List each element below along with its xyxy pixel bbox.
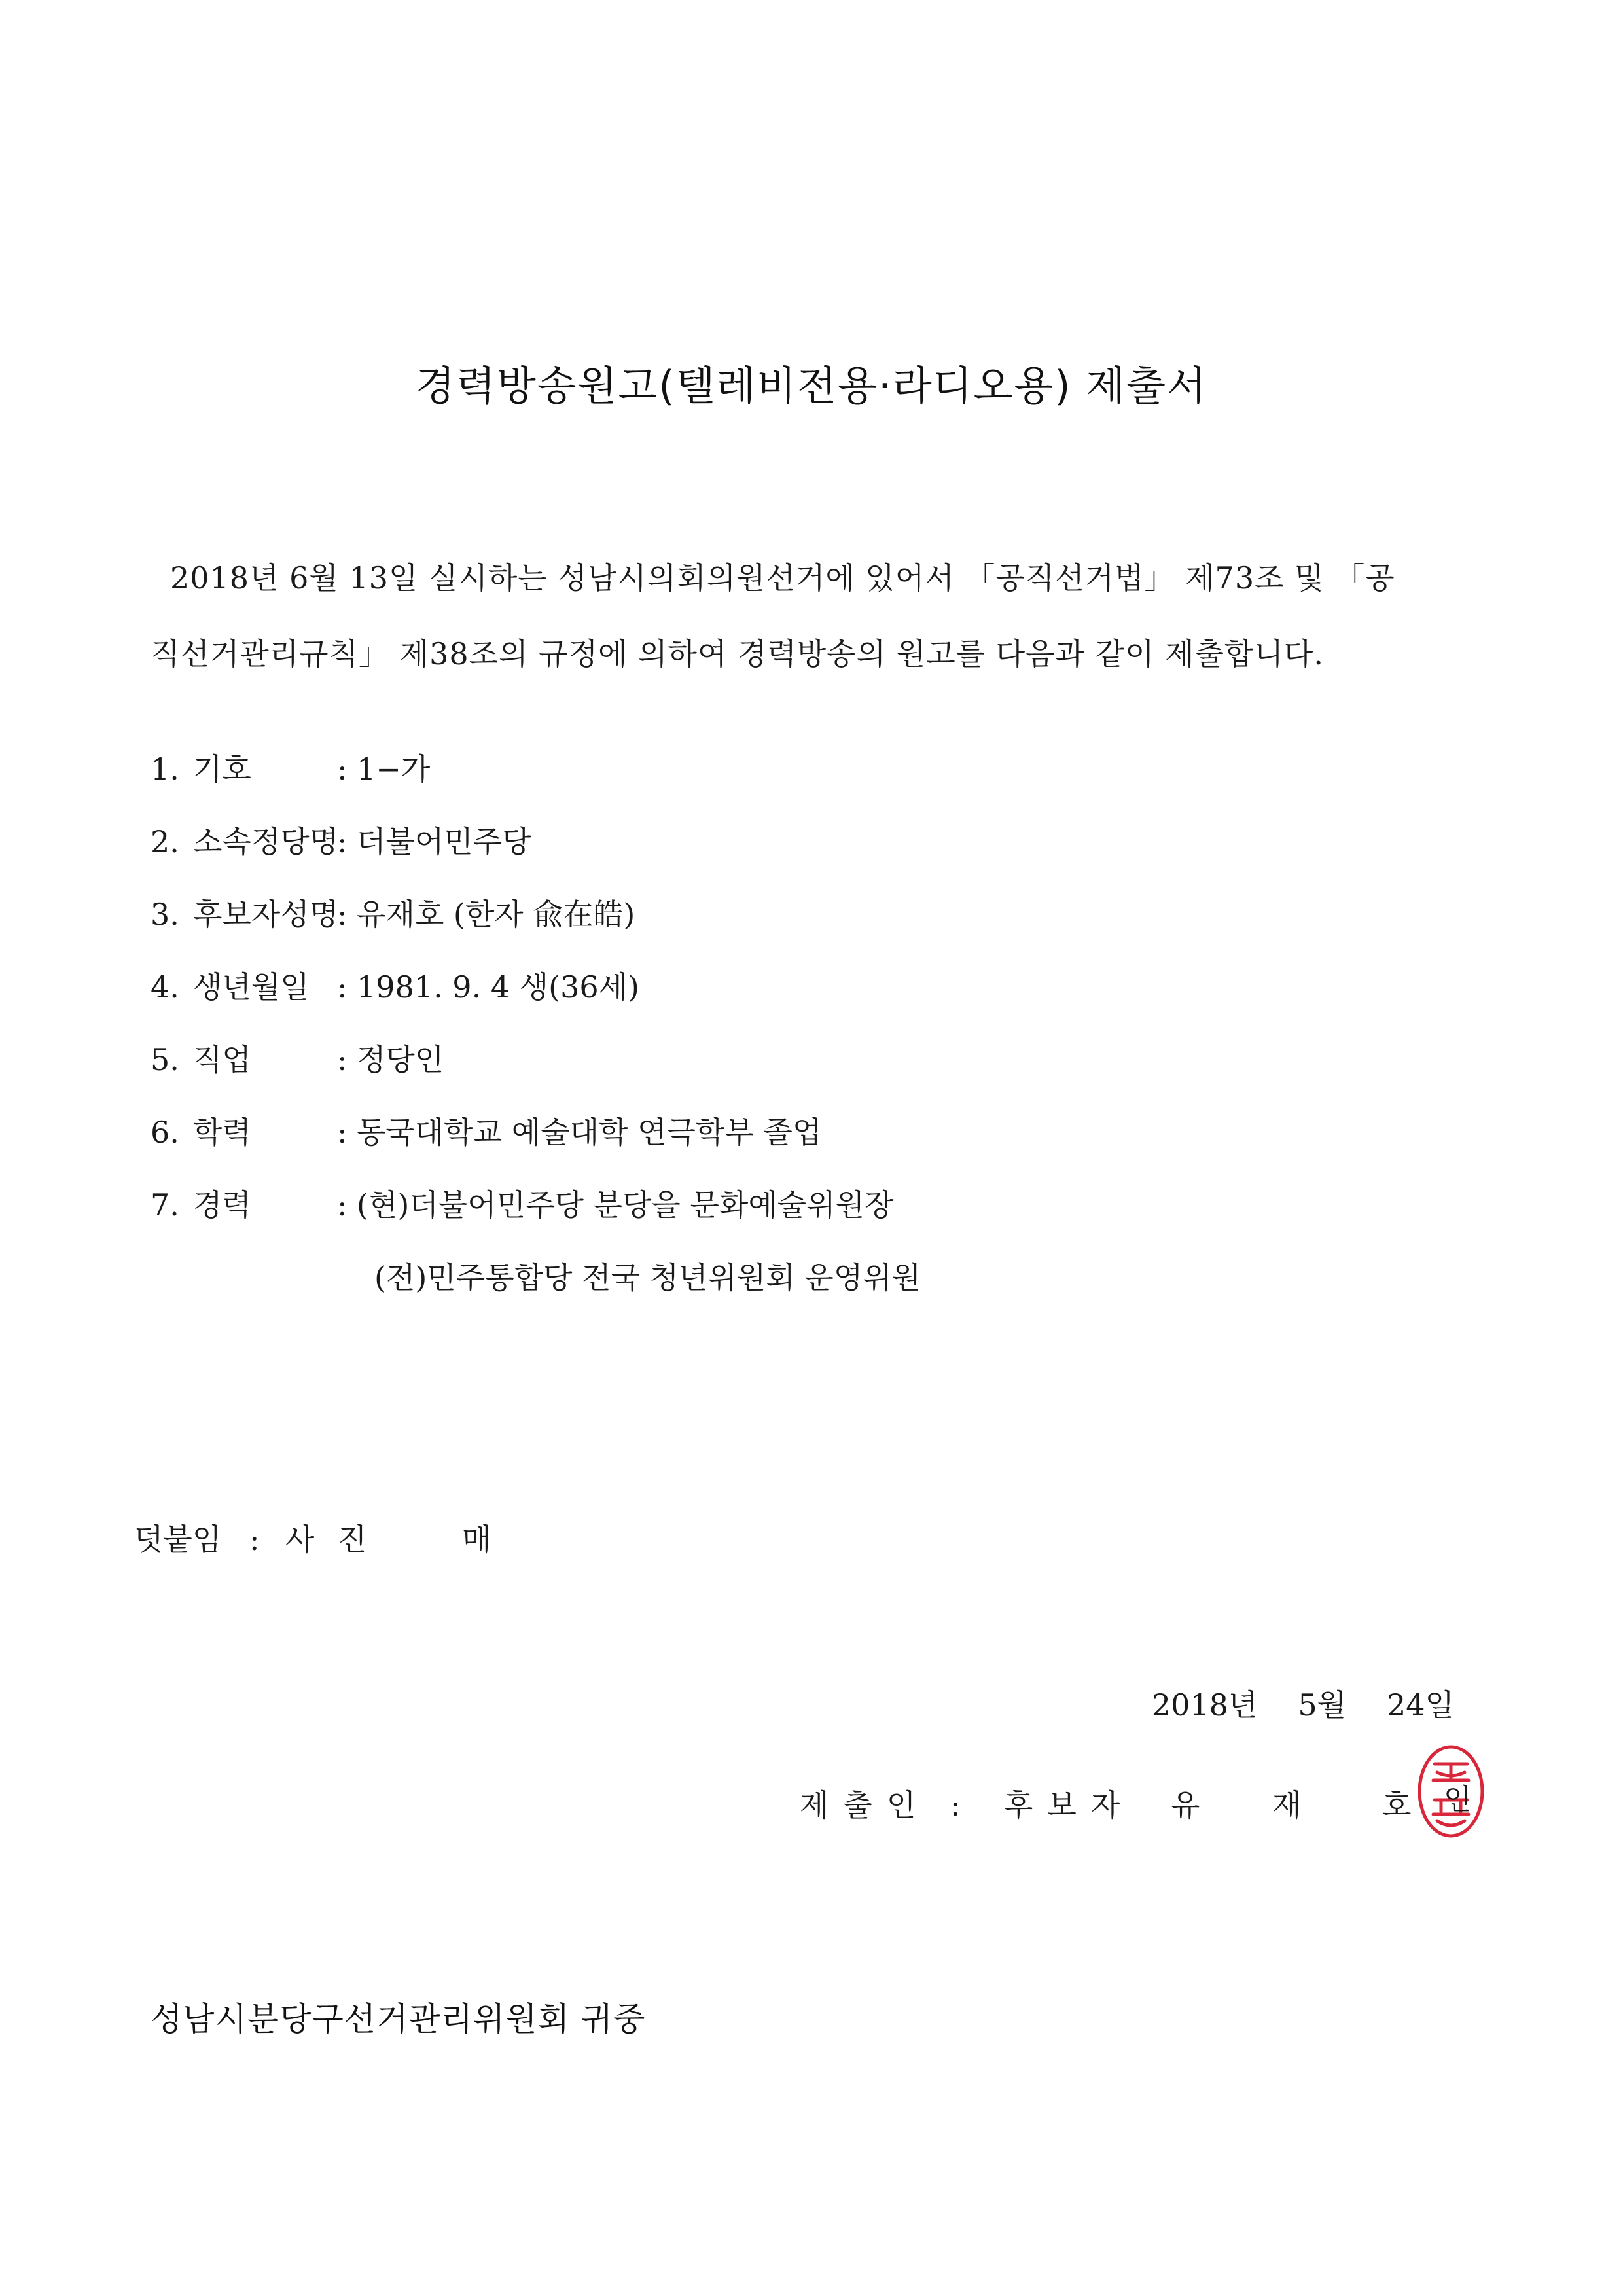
date-year: 2018년: [1151, 1687, 1258, 1723]
document-title: 경력방송원고(텔레비전용·라디오용) 제출서: [416, 362, 1207, 410]
item-label: 직업: [193, 1042, 251, 1077]
submitter-name-3: 호: [1382, 1787, 1412, 1823]
item-value: 1−가: [357, 751, 431, 787]
item-value: 1981. 9. 4 생(36세): [357, 969, 640, 1005]
item-colon: :: [337, 1115, 348, 1150]
list-item: [151, 1024, 1394, 1096]
item-value: 유재호 (한자 兪在皓): [357, 897, 635, 932]
item-label: 기호: [193, 751, 251, 787]
list-item: [151, 878, 1394, 951]
attachment-word-1: 사: [285, 1522, 315, 1557]
submitter-line: [800, 1779, 1421, 1831]
red-seal-stamp: [1415, 1741, 1487, 1842]
date-month: 5월: [1298, 1687, 1347, 1723]
item-value: 동국대학교 예술대학 연극학부 졸업: [357, 1115, 822, 1150]
item-label: 학력: [193, 1115, 251, 1150]
item-value: 정당인: [357, 1042, 444, 1077]
item-number: 4.: [151, 969, 179, 1005]
submitter-label: 제출인: [800, 1787, 931, 1823]
item-label: 경력: [193, 1187, 251, 1223]
list-item: [151, 951, 1394, 1024]
item-colon: :: [337, 897, 348, 932]
item-value: 더불어민주당: [357, 824, 531, 859]
item-value: (현)더불어민주당 분당을 문화예술위원장: [357, 1187, 894, 1223]
list-item: [151, 1096, 1394, 1169]
intro-line-1: 2018년 6월 13일 실시하는 성남시의회의원선거에 있어서 「공직선거법」 제73조 및 「공: [170, 560, 1395, 596]
item-label: 후보자성명: [193, 897, 339, 932]
item-number: 2.: [151, 824, 179, 859]
item-colon: :: [337, 824, 348, 859]
item-label: 생년월일: [193, 969, 310, 1005]
career-continuation: [151, 1242, 1394, 1314]
item-number: 1.: [151, 751, 179, 787]
recipient-line: 성남시분당구선거관리위원회 귀중: [151, 2000, 646, 2038]
submitter-name-1: 유: [1171, 1787, 1200, 1823]
career-extra-value: (전)민주통합당 전국 청년위원회 운영위원: [374, 1260, 921, 1295]
list-item: [151, 1169, 1394, 1242]
list-item: [151, 733, 1394, 806]
submission-date: [1152, 1679, 1454, 1731]
intro-paragraph: [151, 540, 1479, 692]
date-day: 24일: [1387, 1687, 1454, 1723]
intro-line-2: 직선거관리규칙」 제38조의 규정에 의하여 경력방송의 원고를 다음과 같이 제출합니다.: [151, 636, 1324, 672]
item-number: 6.: [151, 1115, 179, 1150]
attachment-separator: :: [249, 1522, 260, 1557]
seal-glyph-top: [1433, 1764, 1469, 1780]
submitter-role: 후보자: [1004, 1787, 1135, 1823]
submitter-separator: :: [950, 1787, 961, 1823]
seal-mark-text: 인: [1444, 1783, 1472, 1816]
item-label: 소속정당명: [193, 824, 339, 859]
attachment-word-3: 매: [462, 1522, 491, 1557]
item-number: 3.: [151, 897, 179, 932]
attachment-word-2: 진: [338, 1522, 367, 1557]
candidate-info-list: [151, 733, 1394, 1314]
attachment-line: [134, 1513, 491, 1566]
item-number: 7.: [151, 1187, 179, 1223]
item-colon: :: [337, 1187, 348, 1223]
item-colon: :: [337, 969, 348, 1005]
item-number: 5.: [151, 1042, 179, 1077]
attachment-label: 덧붙임: [134, 1522, 222, 1557]
submitter-name-2: 재: [1272, 1787, 1302, 1823]
list-item: [151, 806, 1394, 878]
item-colon: :: [337, 1042, 348, 1077]
item-colon: :: [337, 751, 348, 787]
